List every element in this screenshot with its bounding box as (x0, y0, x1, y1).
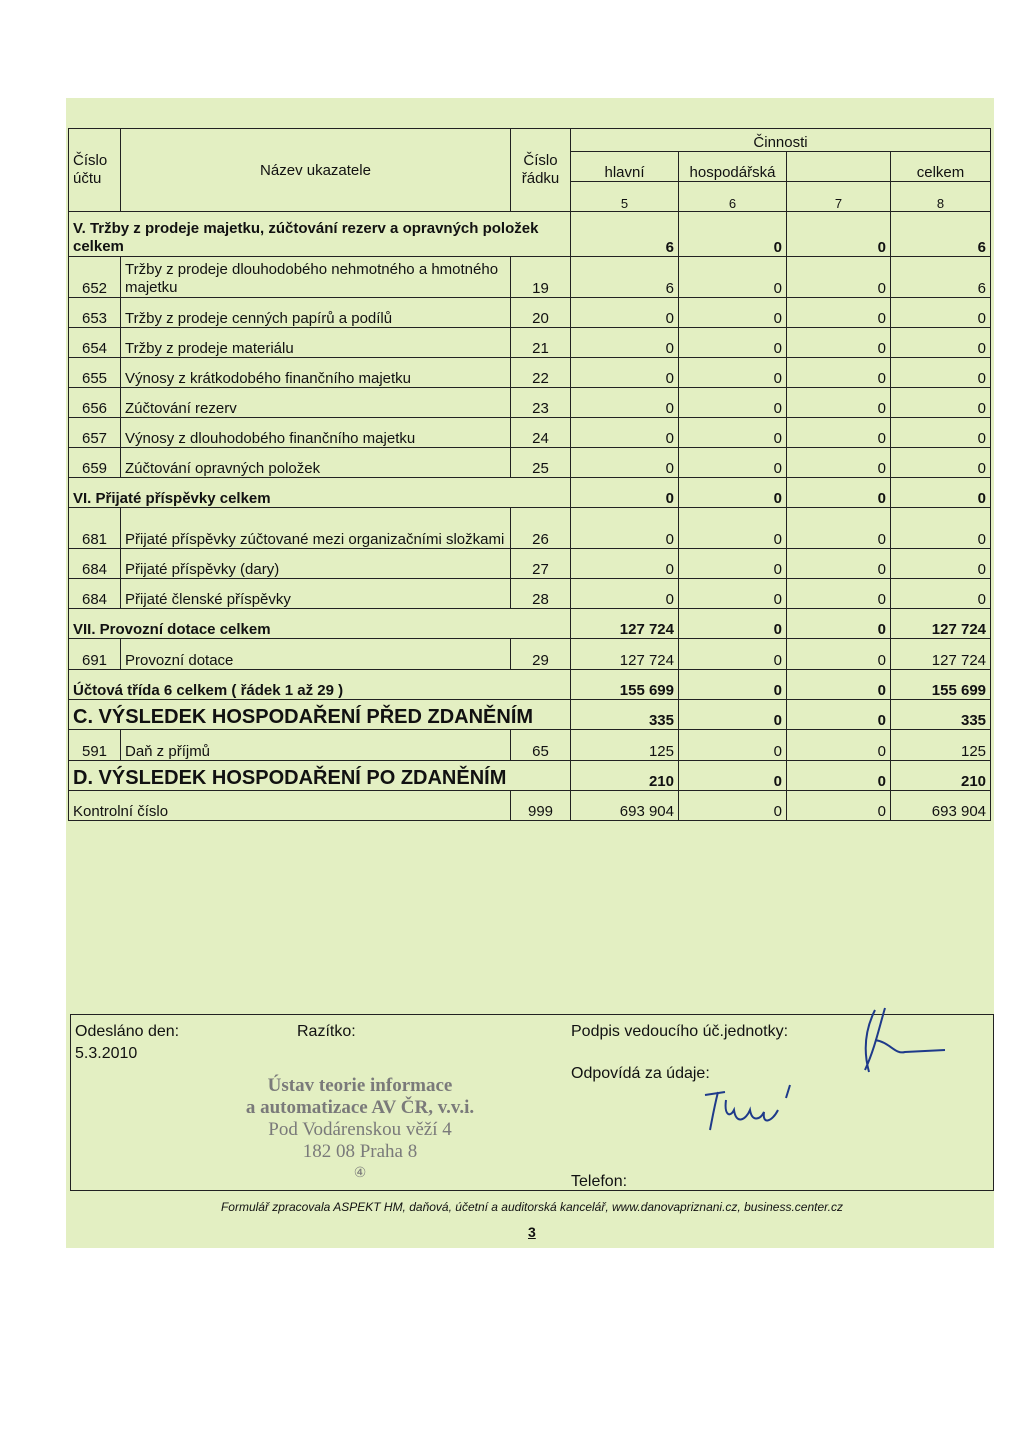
value-col7: 0 (787, 448, 891, 478)
row-no: 26 (511, 508, 571, 549)
row-no: 20 (511, 298, 571, 328)
value-economic: 0 (679, 670, 787, 700)
header-indicator-name: Název ukazatele (121, 129, 511, 212)
value-economic: 0 (679, 418, 787, 448)
value-col7: 0 (787, 639, 891, 670)
header-row-no: Číslo řádku (511, 129, 571, 212)
value-total: 127 724 (891, 639, 991, 670)
section-vii-row (69, 609, 991, 639)
row-no: 24 (511, 418, 571, 448)
income-table (68, 128, 991, 821)
value-total: 0 (891, 579, 991, 609)
value-economic: 0 (679, 761, 787, 791)
value-col7: 0 (787, 579, 891, 609)
stamp-line: a automatizace AV ČR, v.v.i. (245, 1097, 475, 1118)
indicator-name: Tržby z prodeje cenných papírů a podílů (121, 298, 511, 328)
table-row (69, 298, 991, 328)
form-footer: Formulář zpracovala ASPEKT HM, daňová, účetní a auditorská kancelář, www.danovapriznani.cz, business.center.cz (220, 1200, 844, 1214)
section-title: C. VÝSLEDEK HOSPODAŘENÍ PŘED ZDANĚNÍM (69, 700, 571, 730)
value-economic: 0 (679, 508, 787, 549)
value-economic: 0 (679, 639, 787, 670)
value-main: 6 (571, 212, 679, 257)
value-economic: 0 (679, 212, 787, 257)
value-economic: 0 (679, 328, 787, 358)
header-col-total: celkem (891, 152, 991, 182)
value-main: 210 (571, 761, 679, 791)
result-before-tax-row (69, 700, 991, 730)
value-col7: 0 (787, 670, 891, 700)
value-main: 0 (571, 508, 679, 549)
header-account-no: Číslo účtu (69, 129, 121, 212)
class-6-total-row (69, 670, 991, 700)
value-economic: 0 (679, 298, 787, 328)
value-col7: 0 (787, 508, 891, 549)
value-total: 0 (891, 508, 991, 549)
value-economic: 0 (679, 549, 787, 579)
value-main: 127 724 (571, 639, 679, 670)
value-main: 0 (571, 358, 679, 388)
stamp-line: 182 08 Praha 8 (302, 1141, 418, 1162)
stamp-label: Razítko: (297, 1023, 356, 1040)
table-row (69, 328, 991, 358)
handwritten-signature-responsible (700, 1080, 810, 1135)
value-main: 155 699 (571, 670, 679, 700)
stamp-line: ④ (353, 1166, 367, 1181)
table-row (69, 508, 991, 549)
value-col7: 0 (787, 212, 891, 257)
row-no: 27 (511, 549, 571, 579)
value-col7: 0 (787, 700, 891, 730)
value-main: 0 (571, 478, 679, 508)
value-economic: 0 (679, 700, 787, 730)
header-activities: Činnosti (571, 129, 991, 152)
responsible-label: Odpovídá za údaje: (571, 1065, 710, 1082)
account-no: 659 (69, 448, 121, 478)
table-row (69, 639, 991, 670)
indicator-name: Zúčtování opravných položek (121, 448, 511, 478)
value-col7: 0 (787, 549, 891, 579)
value-total: 0 (891, 478, 991, 508)
value-total: 6 (891, 212, 991, 257)
value-total: 693 904 (891, 791, 991, 821)
row-no: 22 (511, 358, 571, 388)
value-economic: 0 (679, 791, 787, 821)
value-economic: 0 (679, 579, 787, 609)
header-num-8: 8 (891, 182, 991, 212)
value-main: 0 (571, 388, 679, 418)
value-total: 6 (891, 257, 991, 298)
value-main: 335 (571, 700, 679, 730)
row-no: 23 (511, 388, 571, 418)
header-num-7: 7 (787, 182, 891, 212)
value-total: 155 699 (891, 670, 991, 700)
indicator-name: Přijaté příspěvky zúčtované mezi organizačními složkami (121, 508, 511, 549)
value-col7: 0 (787, 358, 891, 388)
check-number-row (69, 791, 991, 821)
value-main: 693 904 (571, 791, 679, 821)
value-economic: 0 (679, 257, 787, 298)
account-no: 654 (69, 328, 121, 358)
row-no: 19 (511, 257, 571, 298)
value-main: 0 (571, 579, 679, 609)
account-no: 591 (69, 730, 121, 761)
value-col7: 0 (787, 418, 891, 448)
value-total: 0 (891, 549, 991, 579)
row-no: 28 (511, 579, 571, 609)
value-total: 0 (891, 298, 991, 328)
row-no: 29 (511, 639, 571, 670)
table-row (69, 549, 991, 579)
value-main: 0 (571, 418, 679, 448)
row-no: 65 (511, 730, 571, 761)
indicator-name: Výnosy z krátkodobého finančního majetku (121, 358, 511, 388)
value-col7: 0 (787, 388, 891, 418)
row-no: 25 (511, 448, 571, 478)
value-total: 210 (891, 761, 991, 791)
section-title: VI. Přijaté příspěvky celkem (69, 478, 571, 508)
account-no: 681 (69, 508, 121, 549)
indicator-name: Zúčtování rezerv (121, 388, 511, 418)
value-main: 0 (571, 448, 679, 478)
header-col-main: hlavní (571, 152, 679, 182)
value-economic: 0 (679, 358, 787, 388)
account-no: 684 (69, 579, 121, 609)
indicator-name: Výnosy z dlouhodobého finančního majetku (121, 418, 511, 448)
value-col7: 0 (787, 609, 891, 639)
table-row (69, 358, 991, 388)
table-row (69, 579, 991, 609)
header-col-blank (787, 152, 891, 182)
value-total: 0 (891, 328, 991, 358)
indicator-name: Tržby z prodeje dlouhodobého nehmotného a hmotného majetku (121, 257, 511, 298)
value-main: 6 (571, 257, 679, 298)
indicator-name: Daň z příjmů (121, 730, 511, 761)
value-total: 0 (891, 418, 991, 448)
header-col-economic: hospodářská (679, 152, 787, 182)
value-col7: 0 (787, 298, 891, 328)
value-col7: 0 (787, 730, 891, 761)
table-row (69, 418, 991, 448)
value-total: 0 (891, 388, 991, 418)
value-col7: 0 (787, 257, 891, 298)
indicator-name: Provozní dotace (121, 639, 511, 670)
table-row (69, 257, 991, 298)
value-main: 0 (571, 298, 679, 328)
section-title: Účtová třída 6 celkem ( řádek 1 až 29 ) (69, 670, 571, 700)
account-no: 691 (69, 639, 121, 670)
head-signature-label: Podpis vedoucího úč.jednotky: (571, 1023, 789, 1040)
value-main: 0 (571, 549, 679, 579)
section-v-row (69, 212, 991, 257)
value-total: 125 (891, 730, 991, 761)
value-total: 0 (891, 358, 991, 388)
page-number: 3 (528, 1224, 536, 1240)
value-total: 335 (891, 700, 991, 730)
value-total: 0 (891, 448, 991, 478)
value-economic: 0 (679, 448, 787, 478)
indicator-name: Tržby z prodeje materiálu (121, 328, 511, 358)
section-title: V. Tržby z prodeje majetku, zúčtování rezerv a opravných položek celkem (69, 212, 571, 257)
account-no: 684 (69, 549, 121, 579)
account-no: 652 (69, 257, 121, 298)
sent-date: 5.3.2010 (75, 1045, 138, 1062)
value-economic: 0 (679, 730, 787, 761)
table-row (69, 730, 991, 761)
row-no: 999 (511, 791, 571, 821)
value-total: 127 724 (891, 609, 991, 639)
account-no: 653 (69, 298, 121, 328)
value-economic: 0 (679, 609, 787, 639)
value-main: 125 (571, 730, 679, 761)
office-stamp (220, 1075, 500, 1185)
account-no: 656 (69, 388, 121, 418)
value-col7: 0 (787, 478, 891, 508)
account-no: 657 (69, 418, 121, 448)
table-row (69, 448, 991, 478)
indicator-name: Kontrolní číslo (69, 791, 511, 821)
section-title: VII. Provozní dotace celkem (69, 609, 571, 639)
header-num-5: 5 (571, 182, 679, 212)
value-main: 127 724 (571, 609, 679, 639)
account-no: 655 (69, 358, 121, 388)
result-after-tax-row (69, 761, 991, 791)
handwritten-signature-head (835, 1000, 950, 1080)
value-economic: 0 (679, 478, 787, 508)
indicator-name: Přijaté členské příspěvky (121, 579, 511, 609)
table-row (69, 388, 991, 418)
indicator-name: Přijaté příspěvky (dary) (121, 549, 511, 579)
sent-label: Odesláno den: (75, 1023, 180, 1040)
section-title: D. VÝSLEDEK HOSPODAŘENÍ PO ZDANĚNÍM (69, 761, 571, 791)
value-economic: 0 (679, 388, 787, 418)
value-col7: 0 (787, 791, 891, 821)
value-col7: 0 (787, 328, 891, 358)
value-col7: 0 (787, 761, 891, 791)
value-main: 0 (571, 328, 679, 358)
row-no: 21 (511, 328, 571, 358)
stamp-line: Pod Vodárenskou věží 4 (268, 1119, 452, 1140)
header-num-6: 6 (679, 182, 787, 212)
section-vi-row (69, 478, 991, 508)
header-row-1 (69, 129, 991, 152)
stamp-line: Ústav teorie informace (267, 1075, 453, 1096)
phone-label: Telefon: (571, 1173, 628, 1190)
